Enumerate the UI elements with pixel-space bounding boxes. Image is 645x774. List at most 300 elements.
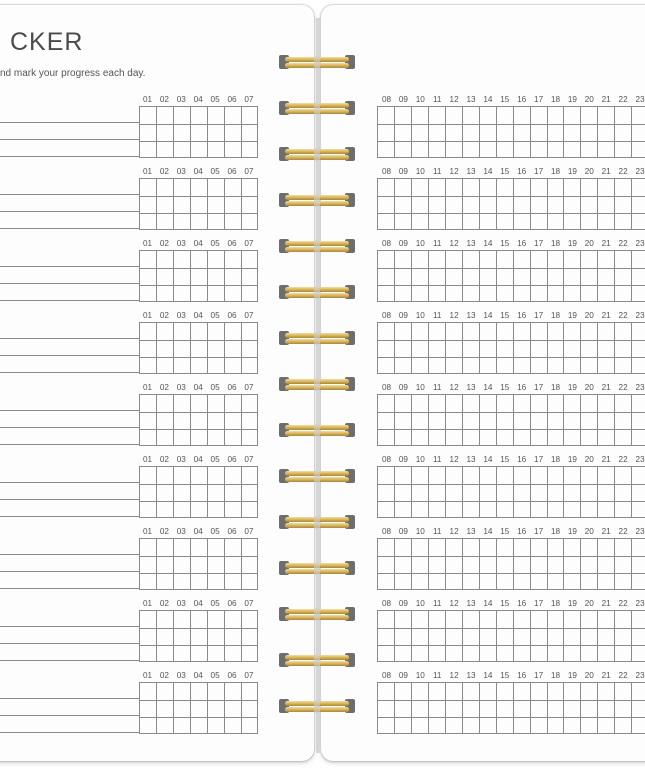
grid-vline	[224, 683, 225, 733]
grid-vline	[597, 467, 598, 517]
day-number: 02	[159, 671, 169, 680]
grid-vline	[462, 611, 463, 661]
day-number: 21	[601, 311, 611, 320]
grid-vline	[479, 611, 480, 661]
habit-write-line	[0, 660, 139, 661]
day-number: 18	[550, 383, 561, 392]
grid-vline	[224, 251, 225, 301]
day-number: 10	[415, 671, 425, 680]
grid-vline	[241, 179, 242, 229]
grid-vline	[631, 611, 632, 661]
grid-hline	[378, 196, 645, 197]
grid-hline	[140, 484, 257, 485]
grid-vline	[479, 179, 480, 229]
spiral-ring-graphic	[278, 374, 356, 394]
left-tracker-grid	[139, 178, 258, 230]
grid-vline	[428, 467, 429, 517]
grid-vline	[530, 251, 531, 301]
grid-hline	[140, 573, 257, 574]
grid-vline	[597, 107, 598, 157]
page-subtitle: nd mark your progress each day.	[0, 68, 146, 79]
grid-vline	[496, 251, 497, 301]
day-number: 06	[227, 599, 237, 608]
day-number: 05	[210, 671, 220, 680]
grid-vline	[207, 683, 208, 733]
day-number: 15	[500, 383, 510, 392]
day-number: 15	[500, 599, 510, 608]
grid-vline	[513, 251, 514, 301]
grid-vline	[173, 323, 174, 373]
day-number: 07	[244, 311, 254, 320]
right-tracker-grid	[377, 106, 645, 158]
grid-vline	[394, 683, 395, 733]
spiral-ring-graphic	[278, 144, 356, 164]
day-number: 23	[635, 455, 645, 464]
day-number: 13	[466, 671, 476, 680]
habit-write-line	[0, 283, 139, 284]
grid-vline	[411, 179, 412, 229]
day-number: 23	[635, 527, 645, 536]
right-tracker-grid	[377, 322, 645, 374]
spiral-ring-graphic	[278, 190, 356, 210]
day-number: 17	[534, 383, 544, 392]
day-number: 15	[500, 167, 510, 176]
day-number: 03	[176, 527, 186, 536]
grid-vline	[190, 467, 191, 517]
grid-hline	[378, 700, 645, 701]
day-number: 08	[381, 239, 392, 248]
right-tracker-grid	[377, 178, 645, 230]
day-number: 02	[159, 95, 169, 104]
grid-vline	[394, 179, 395, 229]
grid-vline	[462, 107, 463, 157]
day-number: 18	[550, 671, 561, 680]
day-number: 23	[635, 167, 645, 176]
grid-vline	[462, 251, 463, 301]
day-number: 17	[534, 527, 544, 536]
grid-hline	[378, 357, 645, 358]
grid-vline	[563, 539, 564, 589]
grid-vline	[462, 539, 463, 589]
day-number: 20	[584, 239, 594, 248]
grid-hline	[378, 484, 645, 485]
day-number: 20	[584, 95, 594, 104]
day-number: 14	[483, 455, 493, 464]
day-number: 10	[415, 95, 425, 104]
day-number: 23	[635, 239, 645, 248]
grid-hline	[140, 357, 257, 358]
day-number: 21	[601, 599, 611, 608]
grid-vline	[513, 611, 514, 661]
day-number: 13	[466, 383, 476, 392]
grid-vline	[224, 107, 225, 157]
grid-hline	[378, 645, 645, 646]
day-number: 09	[398, 311, 408, 320]
spiral-ring	[278, 236, 356, 256]
grid-vline	[597, 395, 598, 445]
day-number: 22	[618, 383, 628, 392]
grid-vline	[614, 395, 615, 445]
grid-vline	[156, 179, 157, 229]
habit-write-line	[0, 516, 139, 517]
grid-vline	[207, 323, 208, 373]
day-number: 10	[415, 599, 425, 608]
habit-write-line	[0, 499, 139, 500]
grid-vline	[462, 323, 463, 373]
day-number: 05	[210, 95, 220, 104]
grid-vline	[224, 179, 225, 229]
day-number: 14	[483, 671, 493, 680]
spiral-ring-graphic	[278, 420, 356, 440]
grid-vline	[496, 467, 497, 517]
day-number: 15	[500, 95, 510, 104]
grid-vline	[631, 251, 632, 301]
grid-vline	[580, 251, 581, 301]
day-number: 18	[550, 455, 561, 464]
day-number: 04	[193, 167, 203, 176]
grid-hline	[378, 556, 645, 557]
day-number: 20	[584, 527, 594, 536]
day-number: 01	[142, 383, 153, 392]
grid-vline	[496, 179, 497, 229]
day-number: 01	[142, 455, 153, 464]
day-number: 06	[227, 383, 237, 392]
grid-vline	[411, 539, 412, 589]
day-number: 08	[381, 455, 392, 464]
day-number: 22	[618, 167, 628, 176]
grid-vline	[631, 323, 632, 373]
day-number: 16	[517, 311, 527, 320]
spiral-ring	[278, 558, 356, 578]
grid-vline	[445, 683, 446, 733]
grid-vline	[530, 683, 531, 733]
grid-vline	[428, 539, 429, 589]
grid-vline	[411, 683, 412, 733]
day-number: 21	[601, 383, 611, 392]
grid-vline	[547, 179, 548, 229]
day-number: 17	[534, 455, 544, 464]
grid-vline	[224, 467, 225, 517]
grid-vline	[614, 323, 615, 373]
grid-hline	[140, 141, 257, 142]
day-number: 02	[159, 167, 169, 176]
day-number: 11	[432, 527, 442, 536]
day-number: 12	[449, 311, 459, 320]
day-number: 03	[176, 455, 186, 464]
day-number: 16	[517, 95, 527, 104]
day-number: 08	[381, 95, 392, 104]
grid-vline	[241, 251, 242, 301]
grid-vline	[580, 107, 581, 157]
grid-vline	[207, 395, 208, 445]
left-tracker-grid	[139, 394, 258, 446]
day-number: 06	[227, 167, 237, 176]
day-number: 17	[534, 599, 544, 608]
grid-vline	[428, 395, 429, 445]
grid-vline	[190, 179, 191, 229]
day-number: 03	[176, 167, 186, 176]
day-number: 21	[601, 167, 611, 176]
grid-vline	[156, 251, 157, 301]
grid-vline	[190, 539, 191, 589]
grid-vline	[614, 683, 615, 733]
grid-vline	[530, 179, 531, 229]
grid-vline	[563, 467, 564, 517]
habit-write-line	[0, 156, 139, 157]
day-number: 18	[550, 95, 561, 104]
habit-write-line	[0, 194, 139, 195]
grid-vline	[580, 683, 581, 733]
grid-hline	[378, 412, 645, 413]
habit-write-line	[0, 122, 139, 123]
grid-vline	[496, 611, 497, 661]
day-number: 05	[210, 167, 220, 176]
grid-vline	[614, 611, 615, 661]
day-number: 11	[432, 599, 442, 608]
grid-vline	[631, 467, 632, 517]
grid-vline	[428, 323, 429, 373]
grid-hline	[378, 213, 645, 214]
grid-vline	[580, 611, 581, 661]
day-number: 13	[466, 455, 476, 464]
grid-vline	[411, 395, 412, 445]
grid-vline	[479, 251, 480, 301]
grid-vline	[241, 467, 242, 517]
grid-vline	[224, 323, 225, 373]
grid-vline	[597, 251, 598, 301]
grid-hline	[140, 412, 257, 413]
day-number: 04	[193, 95, 203, 104]
day-number: 22	[618, 599, 628, 608]
day-number: 13	[466, 311, 476, 320]
day-number: 19	[567, 311, 577, 320]
day-number: 02	[159, 311, 169, 320]
day-number: 07	[244, 671, 254, 680]
grid-vline	[547, 107, 548, 157]
grid-vline	[597, 539, 598, 589]
day-number: 16	[517, 167, 527, 176]
day-number: 07	[244, 239, 254, 248]
grid-vline	[224, 395, 225, 445]
day-number: 09	[398, 167, 408, 176]
grid-hline	[140, 196, 257, 197]
day-number: 23	[635, 311, 645, 320]
grid-vline	[207, 611, 208, 661]
day-number: 19	[567, 599, 577, 608]
right-tracker-grid	[377, 394, 645, 446]
grid-vline	[445, 539, 446, 589]
day-number: 22	[618, 671, 628, 680]
habit-write-line	[0, 588, 139, 589]
day-number: 16	[517, 671, 527, 680]
grid-vline	[428, 251, 429, 301]
day-number: 17	[534, 239, 544, 248]
grid-vline	[580, 323, 581, 373]
grid-vline	[394, 539, 395, 589]
spiral-ring-graphic	[278, 512, 356, 532]
spiral-ring	[278, 696, 356, 716]
day-number: 20	[584, 167, 594, 176]
day-number: 01	[142, 527, 153, 536]
day-number: 04	[193, 455, 203, 464]
spiral-ring-graphic	[278, 98, 356, 118]
grid-vline	[563, 611, 564, 661]
grid-vline	[207, 539, 208, 589]
day-number: 20	[584, 599, 594, 608]
grid-vline	[394, 611, 395, 661]
grid-hline	[140, 501, 257, 502]
grid-vline	[530, 467, 531, 517]
day-number: 11	[432, 167, 442, 176]
day-number: 05	[210, 455, 220, 464]
grid-vline	[547, 251, 548, 301]
day-number: 01	[142, 239, 153, 248]
grid-hline	[378, 124, 645, 125]
day-number: 20	[584, 455, 594, 464]
grid-vline	[563, 251, 564, 301]
grid-vline	[513, 395, 514, 445]
left-tracker-grid	[139, 610, 258, 662]
habit-write-line	[0, 427, 139, 428]
day-number: 16	[517, 527, 527, 536]
day-number: 15	[500, 527, 510, 536]
day-number: 23	[635, 671, 645, 680]
grid-vline	[411, 107, 412, 157]
habit-write-line	[0, 228, 139, 229]
day-number: 02	[159, 239, 169, 248]
day-number: 12	[449, 167, 459, 176]
day-number: 02	[159, 455, 169, 464]
day-number: 01	[142, 167, 153, 176]
spiral-ring	[278, 52, 356, 72]
day-number: 04	[193, 527, 203, 536]
day-number: 02	[159, 527, 169, 536]
page-title: CKER	[10, 28, 84, 56]
grid-vline	[156, 611, 157, 661]
day-number: 04	[193, 599, 203, 608]
grid-hline	[140, 213, 257, 214]
day-number: 23	[635, 599, 645, 608]
day-number: 11	[432, 383, 442, 392]
grid-vline	[190, 107, 191, 157]
grid-vline	[394, 323, 395, 373]
grid-vline	[631, 395, 632, 445]
left-tracker-grid	[139, 466, 258, 518]
grid-vline	[190, 611, 191, 661]
day-number: 13	[466, 527, 476, 536]
grid-vline	[513, 107, 514, 157]
day-number: 20	[584, 671, 594, 680]
grid-vline	[563, 107, 564, 157]
day-number: 22	[618, 239, 628, 248]
day-number: 07	[244, 383, 254, 392]
habit-write-line	[0, 698, 139, 699]
left-tracker-grid	[139, 322, 258, 374]
spiral-ring	[278, 604, 356, 624]
grid-vline	[156, 539, 157, 589]
day-number: 10	[415, 527, 425, 536]
grid-vline	[462, 683, 463, 733]
day-number: 09	[398, 455, 408, 464]
grid-vline	[173, 611, 174, 661]
right-tracker-grid	[377, 682, 645, 734]
day-number: 07	[244, 599, 254, 608]
day-number: 06	[227, 95, 237, 104]
grid-vline	[207, 251, 208, 301]
grid-vline	[597, 683, 598, 733]
grid-vline	[547, 323, 548, 373]
grid-vline	[445, 467, 446, 517]
habit-write-line	[0, 211, 139, 212]
grid-hline	[140, 285, 257, 286]
day-number: 12	[449, 239, 459, 248]
grid-vline	[513, 539, 514, 589]
grid-vline	[445, 107, 446, 157]
grid-hline	[140, 700, 257, 701]
grid-hline	[140, 429, 257, 430]
spiral-ring-graphic	[278, 558, 356, 578]
grid-vline	[631, 107, 632, 157]
grid-vline	[394, 251, 395, 301]
day-number: 04	[193, 239, 203, 248]
grid-vline	[580, 467, 581, 517]
day-number: 05	[210, 383, 220, 392]
spiral-ring-graphic	[278, 328, 356, 348]
grid-vline	[547, 539, 548, 589]
habit-write-line	[0, 571, 139, 572]
spiral-ring-graphic	[278, 650, 356, 670]
grid-vline	[156, 467, 157, 517]
spiral-ring	[278, 98, 356, 118]
day-number: 09	[398, 95, 408, 104]
day-number: 16	[517, 455, 527, 464]
left-tracker-grid	[139, 538, 258, 590]
grid-vline	[462, 179, 463, 229]
day-number: 10	[415, 167, 425, 176]
day-number: 01	[142, 671, 153, 680]
grid-vline	[631, 683, 632, 733]
spiral-ring	[278, 420, 356, 440]
grid-hline	[140, 268, 257, 269]
grid-vline	[496, 683, 497, 733]
day-number: 21	[601, 239, 611, 248]
grid-vline	[411, 611, 412, 661]
day-number: 12	[449, 455, 459, 464]
habit-write-line	[0, 300, 139, 301]
grid-vline	[241, 611, 242, 661]
day-number: 08	[381, 167, 392, 176]
day-number: 14	[483, 95, 493, 104]
day-number: 16	[517, 383, 527, 392]
grid-vline	[479, 539, 480, 589]
grid-vline	[428, 611, 429, 661]
right-tracker-grid	[377, 538, 645, 590]
grid-vline	[156, 107, 157, 157]
grid-hline	[378, 285, 645, 286]
grid-vline	[614, 251, 615, 301]
day-number: 10	[415, 383, 425, 392]
day-number: 08	[381, 311, 392, 320]
left-tracker-grid	[139, 250, 258, 302]
day-number: 09	[398, 599, 408, 608]
grid-hline	[140, 645, 257, 646]
day-number: 03	[176, 95, 186, 104]
grid-hline	[140, 124, 257, 125]
day-number: 18	[550, 599, 561, 608]
habit-write-line	[0, 444, 139, 445]
grid-vline	[563, 395, 564, 445]
day-number: 19	[567, 455, 577, 464]
